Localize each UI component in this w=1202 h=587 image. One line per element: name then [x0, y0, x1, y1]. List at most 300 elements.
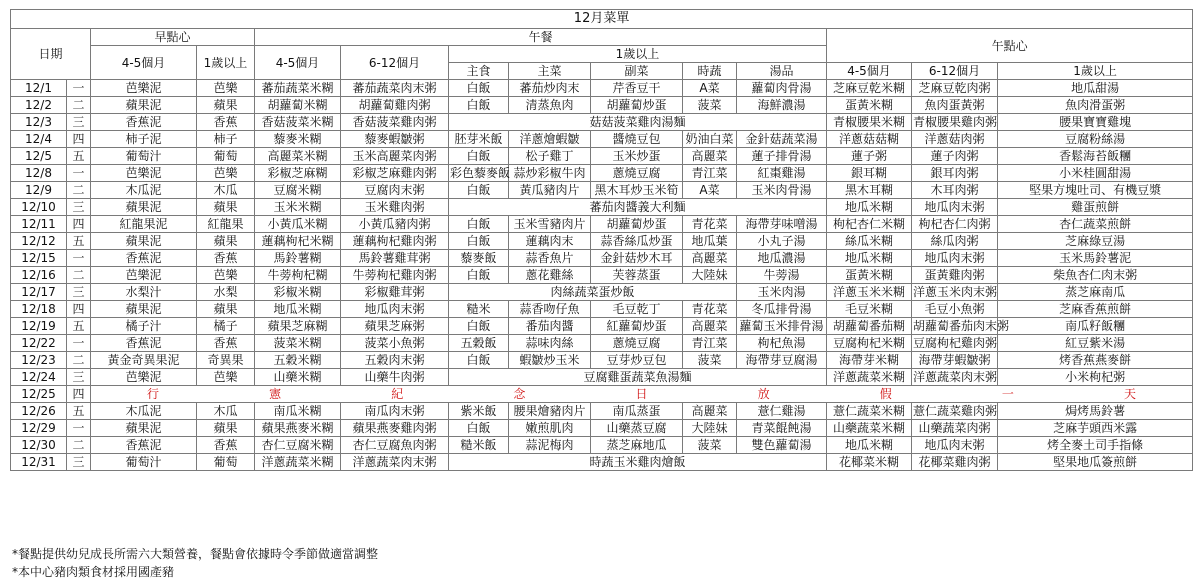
- afternoon-1-plus-cell: 芝麻綠豆湯: [998, 233, 1193, 250]
- table-row: [11, 386, 1193, 403]
- soup-cell: 枸杞魚湯: [737, 335, 827, 352]
- lunch-4-5-cell: 蕃茄蔬菜米糊: [255, 80, 341, 97]
- staple-cell: 糙米飯: [449, 437, 509, 454]
- breakfast-age-4-5-header: 4-5個月: [91, 46, 197, 80]
- lunch-4-5-cell: 豆腐米糊: [255, 182, 341, 199]
- menu-table: [10, 9, 1193, 471]
- staple-header: 主食: [449, 63, 509, 80]
- afternoon-4-5-cell: 蛋黃米糊: [827, 267, 912, 284]
- afternoon-1-plus-cell: 南瓜籽飯糰: [998, 318, 1193, 335]
- lunch-6-12-cell: 藜麥蝦皺粥: [341, 131, 449, 148]
- afternoon-4-5-cell: 花椰菜米糊: [827, 454, 912, 471]
- afternoon-header: 午點心: [827, 29, 1193, 63]
- lunch-6-12-cell: 彩椒雞茸粥: [341, 284, 449, 301]
- weekday-cell: 三: [67, 114, 91, 131]
- breakfast-1-plus-cell: 葡萄: [197, 454, 255, 471]
- veg-cell: 青花菜: [683, 216, 737, 233]
- lunch-4-5-cell: 玉米米糊: [255, 199, 341, 216]
- breakfast-4-5-cell: 蘋果泥: [91, 233, 197, 250]
- soup-cell: 玉米肉湯: [737, 284, 827, 301]
- breakfast-1-plus-cell: 蘋果: [197, 97, 255, 114]
- breakfast-1-plus-cell: 香蕉: [197, 335, 255, 352]
- lunch-6-12-cell: 胡蘿蔔雞肉粥: [341, 97, 449, 114]
- lunch-merged-cell: 豆腐雞蛋蔬菜魚湯麵: [449, 369, 827, 386]
- afternoon-6-12-cell: 芝麻豆乾肉粥: [912, 80, 998, 97]
- date-cell: 12/30: [11, 437, 67, 454]
- date-cell: 12/24: [11, 369, 67, 386]
- veg-cell: 菠菜: [683, 97, 737, 114]
- afternoon-age-1-plus-header: 1歲以上: [998, 63, 1193, 80]
- side-dish-cell: 山藥蒸豆腐: [591, 420, 683, 437]
- table-row: [11, 250, 1193, 267]
- weekday-cell: 二: [67, 437, 91, 454]
- lunch-4-5-cell: 馬鈴薯糊: [255, 250, 341, 267]
- weekday-cell: 一: [67, 250, 91, 267]
- lunch-4-5-cell: 蘋果芝麻糊: [255, 318, 341, 335]
- afternoon-1-plus-cell: 烤全麥土司手指條: [998, 437, 1193, 454]
- soup-cell: 海鮮濃湯: [737, 97, 827, 114]
- breakfast-4-5-cell: 木瓜泥: [91, 403, 197, 420]
- veg-cell: 地瓜葉: [683, 233, 737, 250]
- lunch-6-12-cell: 蓮藕枸杞雞肉粥: [341, 233, 449, 250]
- afternoon-4-5-cell: 洋蔥菇菇糊: [827, 131, 912, 148]
- lunch-4-5-cell: 彩椒芝麻糊: [255, 165, 341, 182]
- lunch-4-5-cell: 胡蘿蔔米糊: [255, 97, 341, 114]
- date-cell: 12/31: [11, 454, 67, 471]
- soup-cell: 薏仁雞湯: [737, 403, 827, 420]
- weekday-cell: 五: [67, 318, 91, 335]
- breakfast-4-5-cell: 柿子泥: [91, 131, 197, 148]
- weekday-cell: 四: [67, 131, 91, 148]
- main-dish-cell: 蒜炒彩椒牛肉: [509, 165, 591, 182]
- breakfast-4-5-cell: 芭樂泥: [91, 267, 197, 284]
- breakfast-1-plus-cell: 芭樂: [197, 80, 255, 97]
- afternoon-6-12-cell: 洋蔥菇肉粥: [912, 131, 998, 148]
- date-cell: 12/23: [11, 352, 67, 369]
- main-dish-cell: 嫩煎肌肉: [509, 420, 591, 437]
- afternoon-6-12-cell: 毛豆小魚粥: [912, 301, 998, 318]
- afternoon-4-5-cell: 地瓜米糊: [827, 250, 912, 267]
- breakfast-1-plus-cell: 奇異果: [197, 352, 255, 369]
- lunch-merged-cell: 菇菇菠菜雞肉湯麵: [449, 114, 827, 131]
- weekday-cell: 五: [67, 233, 91, 250]
- holiday-char: 憲: [269, 387, 282, 401]
- breakfast-1-plus-cell: 葡萄: [197, 148, 255, 165]
- breakfast-1-plus-cell: 香蕉: [197, 114, 255, 131]
- date-cell: 12/4: [11, 131, 67, 148]
- afternoon-6-12-cell: 地瓜肉末粥: [912, 250, 998, 267]
- afternoon-4-5-cell: 絲瓜米糊: [827, 233, 912, 250]
- breakfast-4-5-cell: 黃金奇異果泥: [91, 352, 197, 369]
- lunch-4-5-cell: 五穀米糊: [255, 352, 341, 369]
- afternoon-6-12-cell: 海帶芽蝦皺粥: [912, 352, 998, 369]
- staple-cell: 白飯: [449, 148, 509, 165]
- afternoon-1-plus-cell: 蒸芝麻南瓜: [998, 284, 1193, 301]
- afternoon-1-plus-cell: 腰果寶寶雞塊: [998, 114, 1193, 131]
- afternoon-1-plus-cell: 堅果方塊吐司、有機豆漿: [998, 182, 1193, 199]
- soup-cell: 牛蒡湯: [737, 267, 827, 284]
- lunch-age-6-12-header: 6-12個月: [341, 46, 449, 80]
- afternoon-6-12-cell: 絲瓜肉粥: [912, 233, 998, 250]
- soup-cell: 地瓜濃湯: [737, 250, 827, 267]
- soup-cell: 小丸子湯: [737, 233, 827, 250]
- afternoon-1-plus-cell: 魚肉滑蛋粥: [998, 97, 1193, 114]
- breakfast-4-5-cell: 香蕉泥: [91, 437, 197, 454]
- breakfast-header: 早點心: [91, 29, 255, 46]
- lunch-4-5-cell: 蓮藕枸杞米糊: [255, 233, 341, 250]
- weekday-cell: 一: [67, 335, 91, 352]
- main-dish-header: 主菜: [509, 63, 591, 80]
- weekday-cell: 二: [67, 97, 91, 114]
- veg-cell: 青花菜: [683, 301, 737, 318]
- date-cell: 12/1: [11, 80, 67, 97]
- afternoon-4-5-cell: 海帶芽米糊: [827, 352, 912, 369]
- main-dish-cell: 蓮藕肉末: [509, 233, 591, 250]
- afternoon-1-plus-cell: 紅豆紫米湯: [998, 335, 1193, 352]
- afternoon-1-plus-cell: 地瓜甜湯: [998, 80, 1193, 97]
- afternoon-6-12-cell: 地瓜肉末粥: [912, 199, 998, 216]
- staple-cell: 白飯: [449, 80, 509, 97]
- soup-cell: 紅棗雞湯: [737, 165, 827, 182]
- side-dish-cell: 玉米炒蛋: [591, 148, 683, 165]
- afternoon-4-5-cell: 洋蔥玉米米糊: [827, 284, 912, 301]
- afternoon-6-12-cell: 枸杞杏仁肉粥: [912, 216, 998, 233]
- lunch-6-12-cell: 蕃茄蔬菜肉末粥: [341, 80, 449, 97]
- staple-cell: 白飯: [449, 233, 509, 250]
- afternoon-1-plus-cell: 芝麻芋頭西米露: [998, 420, 1193, 437]
- date-cell: 12/8: [11, 165, 67, 182]
- lunch-4-5-cell: 蘋果燕麥米糊: [255, 420, 341, 437]
- afternoon-1-plus-cell: 小米枸杞粥: [998, 369, 1193, 386]
- lunch-4-5-cell: 南瓜米糊: [255, 403, 341, 420]
- staple-cell: 白飯: [449, 182, 509, 199]
- breakfast-4-5-cell: 蘋果泥: [91, 97, 197, 114]
- table-row: [11, 420, 1193, 437]
- afternoon-6-12-cell: 地瓜肉末粥: [912, 437, 998, 454]
- soup-cell: 雙色蘿蔔湯: [737, 437, 827, 454]
- side-dish-cell: 蔥燒豆腐: [591, 335, 683, 352]
- table-row: [11, 114, 1193, 131]
- veg-cell: 高麗菜: [683, 403, 737, 420]
- holiday-char: 念: [513, 387, 526, 401]
- note-pork: *本中心豬肉類食材採用國產豬: [12, 565, 175, 579]
- breakfast-1-plus-cell: 香蕉: [197, 250, 255, 267]
- table-row: [11, 318, 1193, 335]
- afternoon-6-12-cell: 薏仁蔬菜雞肉粥: [913, 404, 998, 418]
- table-row: [11, 352, 1193, 369]
- afternoon-6-12-cell: 花椰菜雞肉粥: [912, 454, 998, 471]
- main-dish-cell: 松子雞丁: [509, 148, 591, 165]
- date-cell: 12/9: [11, 182, 67, 199]
- afternoon-4-5-cell: 蛋黃米糊: [827, 97, 912, 114]
- soup-cell: 蘿蔔肉骨湯: [737, 80, 827, 97]
- afternoon-6-12-cell: 豆腐枸杞雞肉粥: [913, 336, 998, 350]
- weekday-cell: 一: [67, 420, 91, 437]
- side-dish-cell: 南瓜蒸蛋: [591, 403, 683, 420]
- main-dish-cell: 蒜香吻仔魚: [509, 301, 591, 318]
- afternoon-4-5-cell: 銀耳糊: [827, 165, 912, 182]
- lunch-4-5-cell: 香菇菠菜米糊: [255, 114, 341, 131]
- veg-cell: 高麗菜: [683, 148, 737, 165]
- main-dish-cell: 蕃茄炒肉末: [509, 80, 591, 97]
- staple-cell: 白飯: [449, 318, 509, 335]
- lunch-4-5-cell: 地瓜米糊: [255, 301, 341, 318]
- breakfast-4-5-cell: 橘子汁: [91, 318, 197, 335]
- side-dish-cell: 蔥燒豆腐: [591, 165, 683, 182]
- breakfast-1-plus-cell: 木瓜: [197, 182, 255, 199]
- breakfast-1-plus-cell: 蘋果: [197, 301, 255, 318]
- lunch-merged-cell: 蕃茄肉醬義大利麵: [449, 199, 827, 216]
- date-cell: 12/12: [11, 233, 67, 250]
- breakfast-1-plus-cell: 水梨: [197, 284, 255, 301]
- lunch-age-4-5-header: 4-5個月: [255, 46, 341, 80]
- table-row: [11, 165, 1193, 182]
- date-cell: 12/10: [11, 199, 67, 216]
- weekday-cell: 三: [67, 284, 91, 301]
- side-dish-cell: 豆芽炒豆包: [591, 352, 683, 369]
- afternoon-1-plus-cell: 玉米馬鈴薯泥: [998, 250, 1193, 267]
- breakfast-1-plus-cell: 蘋果: [197, 420, 255, 437]
- breakfast-1-plus-cell: 芭樂: [197, 267, 255, 284]
- breakfast-4-5-cell: 香蕉泥: [91, 250, 197, 267]
- table-row: [11, 148, 1193, 165]
- veg-cell: 青江菜: [683, 335, 737, 352]
- table-row: [11, 199, 1193, 216]
- side-dish-cell: 醬燒豆包: [591, 131, 683, 148]
- staple-cell: 白飯: [449, 420, 509, 437]
- weekday-cell: 四: [67, 301, 91, 318]
- main-dish-cell: 黃瓜豬肉片: [509, 182, 591, 199]
- lunch-6-12-cell: 洋蔥蔬菜肉末粥: [341, 454, 449, 471]
- breakfast-4-5-cell: 紅龍果泥: [91, 216, 197, 233]
- lunch-6-12-cell: 玉米高麗菜肉粥: [341, 148, 449, 165]
- afternoon-1-plus-cell: 豆腐粉絲湯: [998, 131, 1193, 148]
- date-cell: 12/18: [11, 301, 67, 318]
- table-row: [11, 454, 1193, 471]
- breakfast-1-plus-cell: 蘋果: [197, 233, 255, 250]
- afternoon-1-plus-cell: 香鬆海苔飯糰: [998, 148, 1193, 165]
- breakfast-4-5-cell: 葡萄汁: [91, 148, 197, 165]
- soup-cell: 蓮子排骨湯: [737, 148, 827, 165]
- lunch-merged-cell: 肉絲蔬菜蛋炒飯: [449, 284, 737, 301]
- side-dish-header: 副菜: [591, 63, 683, 80]
- table-row: [11, 301, 1193, 318]
- table-row: [11, 267, 1193, 284]
- lunch-6-12-cell: 蘋果燕麥雞肉粥: [341, 420, 449, 437]
- lunch-6-12-cell: 杏仁豆腐魚肉粥: [341, 437, 449, 454]
- main-dish-cell: 清蒸魚肉: [509, 97, 591, 114]
- holiday-char: 假: [879, 387, 892, 401]
- afternoon-4-5-cell: 芝麻豆乾米糊: [827, 80, 912, 97]
- lunch-4-5-cell: 菠菜米糊: [255, 335, 341, 352]
- lunch-6-12-cell: 五穀肉末粥: [341, 352, 449, 369]
- breakfast-age-1-plus-header: 1歲以上: [197, 46, 255, 80]
- date-cell: 12/25: [11, 386, 67, 403]
- side-dish-cell: 紅蘿蔔炒蛋: [591, 318, 683, 335]
- afternoon-6-12-cell: 胡蘿蔔番茄肉末粥: [913, 319, 1010, 333]
- table-row: [11, 182, 1193, 199]
- soup-cell: 玉米肉骨湯: [737, 182, 827, 199]
- lunch-4-5-cell: 杏仁豆腐米糊: [255, 437, 341, 454]
- afternoon-4-5-cell: 青椒腰果米糊: [827, 114, 912, 131]
- date-cell: 12/16: [11, 267, 67, 284]
- veg-header: 時蔬: [683, 63, 737, 80]
- afternoon-1-plus-cell: 焗烤馬鈴薯: [998, 403, 1193, 420]
- table-row: [11, 233, 1193, 250]
- weekday-cell: 一: [67, 80, 91, 97]
- afternoon-4-5-cell: 洋蔥蔬菜米糊: [827, 369, 912, 386]
- date-cell: 12/5: [11, 148, 67, 165]
- soup-cell: 青菜餛飩湯: [737, 420, 827, 437]
- afternoon-1-plus-cell: 雞蛋煎餅: [998, 199, 1193, 216]
- weekday-cell: 二: [67, 267, 91, 284]
- veg-cell: 菠菜: [683, 437, 737, 454]
- table-row: [11, 335, 1193, 352]
- breakfast-1-plus-cell: 芭樂: [197, 369, 255, 386]
- soup-cell: 海帶芽味噌湯: [737, 216, 827, 233]
- afternoon-4-5-cell: 黑木耳糊: [827, 182, 912, 199]
- weekday-cell: 四: [67, 216, 91, 233]
- weekday-cell: 五: [67, 148, 91, 165]
- staple-cell: 白飯: [449, 352, 509, 369]
- page-title: 12月菜單: [11, 10, 1193, 29]
- table-row: [11, 216, 1193, 233]
- veg-cell: 大陸妹: [683, 420, 737, 437]
- side-dish-cell: 金針菇炒木耳: [591, 250, 683, 267]
- table-row: [11, 369, 1193, 386]
- weekday-cell: 三: [67, 454, 91, 471]
- main-dish-cell: 蔥花雞絲: [509, 267, 591, 284]
- afternoon-4-5-cell: 毛豆米糊: [827, 301, 912, 318]
- afternoon-6-12-cell: 木耳肉粥: [912, 182, 998, 199]
- veg-cell: 菠菜: [683, 352, 737, 369]
- holiday-char: 一: [1001, 387, 1014, 401]
- veg-cell: 青江菜: [683, 165, 737, 182]
- lunch-4-5-cell: 高麗菜米糊: [255, 148, 341, 165]
- afternoon-4-5-cell: 薏仁蔬菜米糊: [827, 403, 912, 420]
- lunch-6-12-cell: 南瓜肉末粥: [341, 403, 449, 420]
- weekday-cell: 三: [67, 369, 91, 386]
- afternoon-1-plus-cell: 芝麻香蕉煎餅: [998, 301, 1193, 318]
- afternoon-6-12-cell: 青椒腰果雞肉粥: [913, 115, 998, 129]
- notes: [12, 545, 378, 581]
- veg-cell: 奶油白菜: [683, 131, 737, 148]
- breakfast-1-plus-cell: 芭樂: [197, 165, 255, 182]
- lunch-6-12-cell: 香菇菠菜雞肉粥: [341, 114, 449, 131]
- staple-cell: 白飯: [449, 216, 509, 233]
- afternoon-4-5-cell: 地瓜米糊: [827, 437, 912, 454]
- side-dish-cell: 黑木耳炒玉米筍: [591, 182, 683, 199]
- table-row: [11, 97, 1193, 114]
- holiday-char: 日: [635, 387, 648, 401]
- menu-body: [11, 80, 1193, 471]
- lunch-4-5-cell: 牛蒡枸杞糊: [255, 267, 341, 284]
- afternoon-6-12-cell: 蛋黃雞肉粥: [912, 267, 998, 284]
- afternoon-1-plus-cell: 烤香蕉燕麥餅: [998, 352, 1193, 369]
- afternoon-6-12-cell: 山藥蔬菜肉粥: [912, 420, 998, 437]
- weekday-cell: 四: [67, 386, 91, 403]
- staple-cell: 彩色藜麥飯: [450, 166, 511, 180]
- afternoon-6-12-cell: 洋蔥玉米肉末粥: [913, 285, 998, 299]
- staple-cell: 白飯: [449, 97, 509, 114]
- soup-cell: 海帶芽豆腐湯: [737, 352, 827, 369]
- date-cell: 12/22: [11, 335, 67, 352]
- main-dish-cell: 蒜泥梅肉: [509, 437, 591, 454]
- afternoon-1-plus-cell: 杏仁蔬菜煎餅: [998, 216, 1193, 233]
- date-cell: 12/29: [11, 420, 67, 437]
- side-dish-cell: 胡蘿蔔炒蛋: [591, 97, 683, 114]
- veg-cell: 大陸妹: [683, 267, 737, 284]
- table-row: [11, 403, 1193, 420]
- main-dish-cell: 腰果燴豬肉片: [509, 403, 591, 420]
- weekday-cell: 一: [67, 165, 91, 182]
- main-dish-cell: 蒜味肉絲: [509, 335, 591, 352]
- holiday-char: 行: [147, 387, 160, 401]
- breakfast-1-plus-cell: 柿子: [197, 131, 255, 148]
- date-cell: 12/19: [11, 318, 67, 335]
- breakfast-4-5-cell: 芭樂泥: [91, 80, 197, 97]
- weekday-cell: 三: [67, 199, 91, 216]
- note-nutrition: *餐點提供幼兒成長所需六大類營養，餐點會依據時令季節做適當調整: [12, 547, 379, 561]
- table-row: [11, 284, 1193, 301]
- holiday-char: 紀: [391, 387, 404, 401]
- breakfast-4-5-cell: 香蕉泥: [91, 335, 197, 352]
- side-dish-cell: 毛豆乾丁: [591, 301, 683, 318]
- breakfast-4-5-cell: 葡萄汁: [91, 454, 197, 471]
- weekday-cell: 二: [67, 352, 91, 369]
- soup-cell: 蘿蔔玉米排骨湯: [737, 318, 827, 335]
- afternoon-6-12-cell: 銀耳肉粥: [912, 165, 998, 182]
- veg-cell: 高麗菜: [683, 318, 737, 335]
- breakfast-4-5-cell: 芭樂泥: [91, 369, 197, 386]
- staple-cell: 紫米飯: [449, 403, 509, 420]
- holiday-char: 放: [757, 387, 770, 401]
- main-dish-cell: 玉米雪豬肉片: [509, 216, 591, 233]
- afternoon-6-12-cell: 洋蔥蔬菜肉末粥: [913, 370, 998, 384]
- main-dish-cell: 洋蔥燴蝦皺: [509, 131, 591, 148]
- afternoon-1-plus-cell: 堅果地瓜簽煎餅: [998, 454, 1193, 471]
- staple-cell: 五穀飯: [449, 335, 509, 352]
- afternoon-4-5-cell: 山藥蔬菜米糊: [827, 420, 912, 437]
- lunch-6-12-cell: 山藥牛肉粥: [341, 369, 449, 386]
- afternoon-1-plus-cell: 小米桂圓甜湯: [998, 165, 1193, 182]
- side-dish-cell: 芹香豆干: [591, 80, 683, 97]
- lunch-6-12-cell: 彩椒芝麻雞肉粥: [341, 165, 449, 182]
- afternoon-age-4-5-header: 4-5個月: [827, 63, 912, 80]
- afternoon-4-5-cell: 蓮子粥: [827, 148, 912, 165]
- date-cell: 12/17: [11, 284, 67, 301]
- veg-cell: A菜: [683, 80, 737, 97]
- date-cell: 12/3: [11, 114, 67, 131]
- lunch-4-5-cell: 洋蔥蔬菜米糊: [255, 454, 341, 471]
- breakfast-1-plus-cell: 木瓜: [197, 403, 255, 420]
- staple-cell: 胚芽米飯: [449, 131, 509, 148]
- breakfast-4-5-cell: 蘋果泥: [91, 420, 197, 437]
- lunch-6-12-cell: 小黃瓜豬肉粥: [341, 216, 449, 233]
- afternoon-4-5-cell: 胡蘿蔔番茄糊: [827, 318, 912, 335]
- afternoon-1-plus-cell: 柴魚杏仁肉末粥: [998, 267, 1193, 284]
- breakfast-1-plus-cell: 香蕉: [197, 437, 255, 454]
- table-row: [11, 80, 1193, 97]
- afternoon-6-12-cell: 魚肉蛋黃粥: [912, 97, 998, 114]
- side-dish-cell: 蒸芝麻地瓜: [591, 437, 683, 454]
- staple-cell: 藜麥飯: [449, 250, 509, 267]
- date-cell: 12/11: [11, 216, 67, 233]
- date-header: 日期: [11, 29, 91, 80]
- lunch-4-5-cell: 彩椒米糊: [255, 284, 341, 301]
- main-dish-cell: 蒜香魚片: [509, 250, 591, 267]
- breakfast-1-plus-cell: 蘋果: [197, 199, 255, 216]
